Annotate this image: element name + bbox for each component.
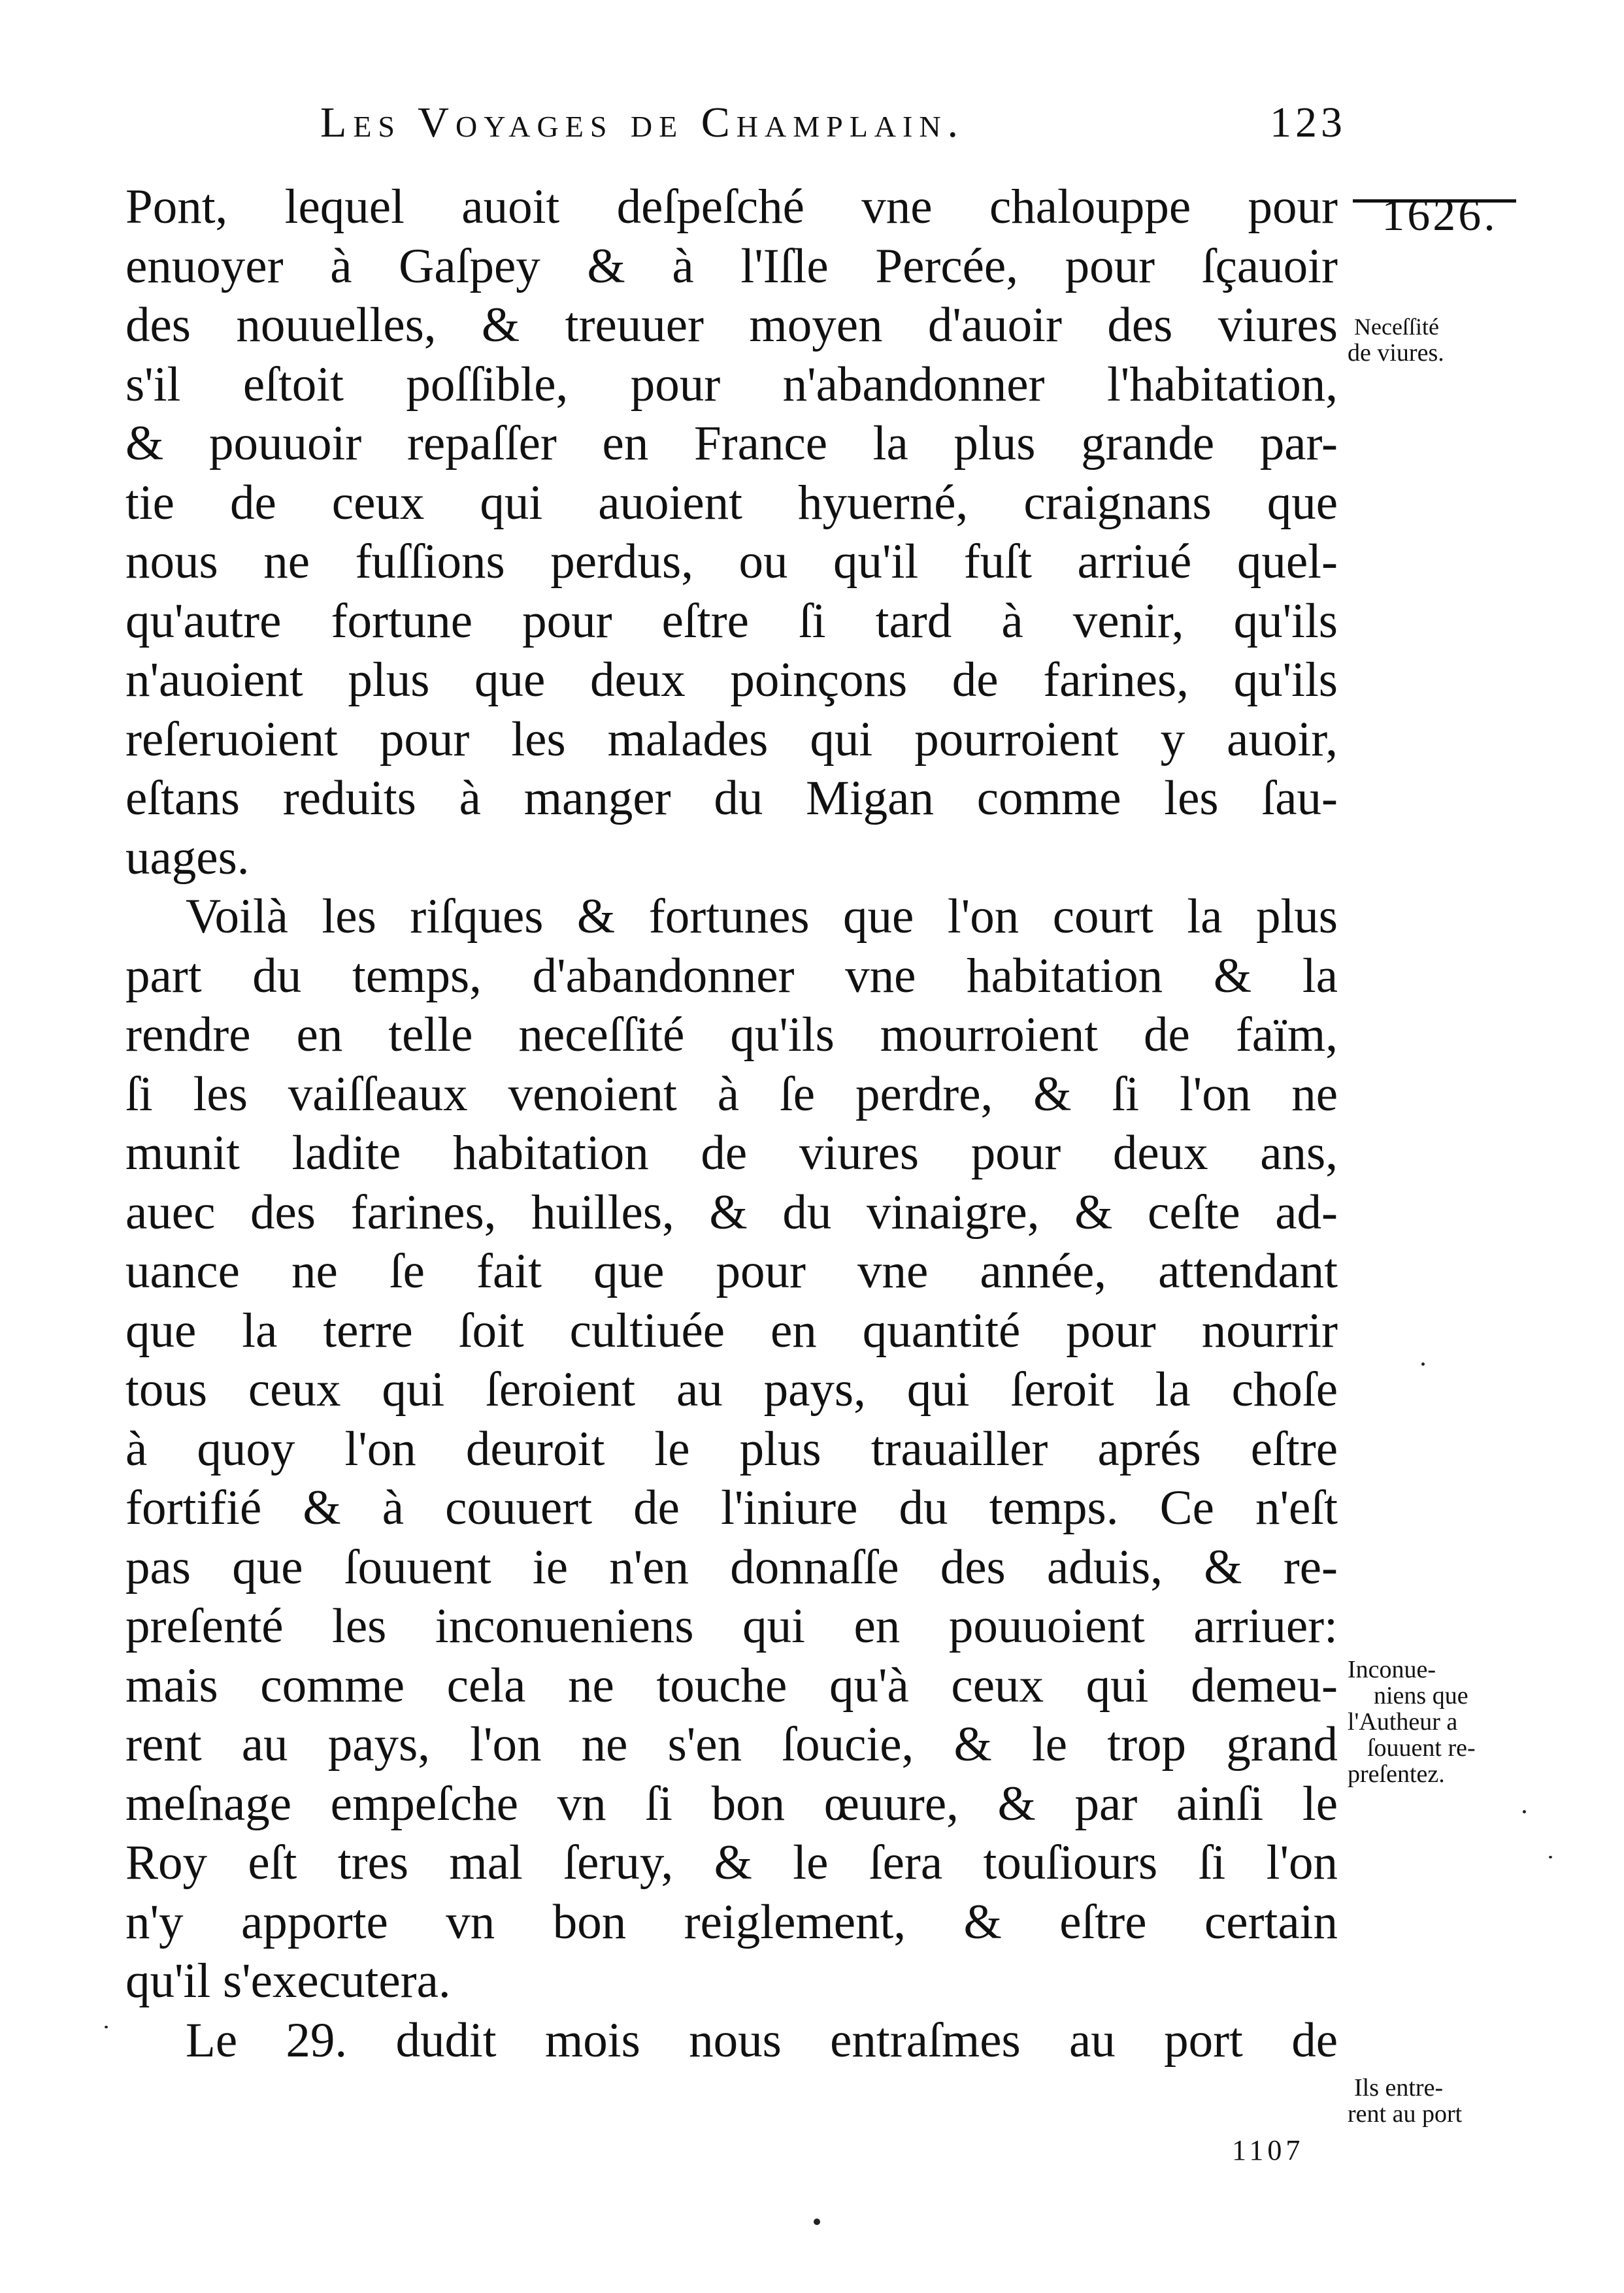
ink-speck xyxy=(1549,1856,1552,1858)
paragraph-start-line: Voilà les riſques & fortunes que l'on court la plus xyxy=(186,889,1338,944)
marginal-note-line: de viures. xyxy=(1348,339,1444,367)
marginal-note-line: ſouuent re- xyxy=(1367,1734,1476,1762)
text-line: tous ceux qui ſeroient au pays, qui ſeroit la choſe xyxy=(125,1362,1338,1417)
text-line: enuoyer à Gaſpey & à l'Iſle Percée, pour ſçauoir xyxy=(125,239,1338,293)
text-line: reſeruoient pour les malades qui pourroient y auoir, xyxy=(125,712,1338,767)
text-line: uance ne ſe fait que pour vne année, attendant xyxy=(125,1244,1338,1298)
text-line: rendre en telle neceſſité qu'ils mourroient de faïm, xyxy=(125,1008,1338,1062)
text-line: à quoy l'on deuroit le plus trauailler aprés eſtre xyxy=(125,1421,1338,1476)
marginal-note-line: preſentez. xyxy=(1348,1760,1445,1788)
text-line: nous ne fuſſions perdus, ou qu'il fuſt arriué quel- xyxy=(125,535,1338,589)
text-line: tie de ceux qui auoient hyuerné, craignans que xyxy=(125,475,1338,530)
marginal-note-line: rent au port xyxy=(1348,2100,1463,2128)
paragraph-start-line: Le 29. dudit mois nous entraſmes au port de xyxy=(186,2013,1338,2068)
ink-speck xyxy=(1421,1362,1425,1366)
ink-speck xyxy=(105,2026,108,2028)
signature-mark: 1107 xyxy=(1232,2134,1304,2166)
text-line: preſenté les inconueniens qui en pouuoient arriuer: xyxy=(125,1599,1338,1653)
text-line: que la terre ſoit cultiuée en quantité pour nourrir xyxy=(125,1303,1338,1358)
text-line: uages. xyxy=(125,830,250,885)
running-title: Les Voyages de Champlain. xyxy=(320,99,965,146)
text-line: Roy eſt tres mal ſeruy, & le ſera touſiours ſi l'on xyxy=(125,1836,1338,1890)
text-line: auec des farines, huilles, & du vinaigre, & ceſte ad- xyxy=(125,1185,1338,1240)
marginal-note-inconveniences xyxy=(1348,1657,1544,1787)
marginal-note-line: Ils entre- xyxy=(1354,2074,1444,2102)
text-line: qu'il s'executera. xyxy=(125,1954,451,2008)
body-text xyxy=(125,178,1338,2070)
ink-speck xyxy=(814,2219,820,2225)
text-line: des nouuelles, & treuuer moyen d'auoir des viures xyxy=(125,298,1338,352)
ink-speck xyxy=(1523,1810,1526,1813)
text-line: n'y apporte vn bon reiglement, & eſtre certain xyxy=(125,1894,1338,1949)
text-line: part du temps, d'abandonner vne habitation & la xyxy=(125,948,1338,1003)
text-line: n'auoient plus que deux poinçons de farines, qu'ils xyxy=(125,653,1338,707)
text-line: qu'autre fortune pour eſtre ſi tard à venir, qu'ils xyxy=(125,593,1338,648)
marginal-note-line: Neceſſité xyxy=(1354,314,1439,340)
text-line: & pouuoir repaſſer en France la plus grande par- xyxy=(125,416,1338,470)
text-line: pas que ſouuent ie n'en donnaſſe des aduis, & re- xyxy=(125,1540,1338,1594)
marginal-note-port xyxy=(1348,2075,1544,2127)
marginal-note-line: Inconue- xyxy=(1348,1656,1436,1683)
text-line: s'il eſtoit poſſible, pour n'abandonner l'habitation, xyxy=(125,357,1338,412)
text-line: rent au pays, l'on ne s'en ſoucie, & le trop grand xyxy=(125,1717,1338,1772)
text-line: fortifié & à couuert de l'iniure du temps. Ce n'eſt xyxy=(125,1481,1338,1535)
marginal-note-line: niens que xyxy=(1374,1682,1468,1709)
running-head xyxy=(314,98,1346,157)
text-line: munit ladite habitation de viures pour deux ans, xyxy=(125,1126,1338,1180)
marginal-note-line: l'Autheur a xyxy=(1348,1708,1458,1736)
marginal-note-necessity xyxy=(1348,314,1544,366)
margin-year: 1626. xyxy=(1382,190,1498,240)
text-line: ſi les vaiſſeaux venoient à ſe perdre, & ſi l'on ne xyxy=(125,1066,1338,1121)
text-line: eſtans reduits à manger du Migan comme les ſau- xyxy=(125,771,1338,825)
text-line: Pont, lequel auoit deſpeſché vne chalouppe pour xyxy=(125,180,1338,234)
page-number: 123 xyxy=(1270,99,1346,146)
text-line: meſnage empeſche vn ſi bon œuure, & par ainſi le xyxy=(125,1776,1338,1831)
text-line: mais comme cela ne touche qu'à ceux qui demeu- xyxy=(125,1658,1338,1713)
